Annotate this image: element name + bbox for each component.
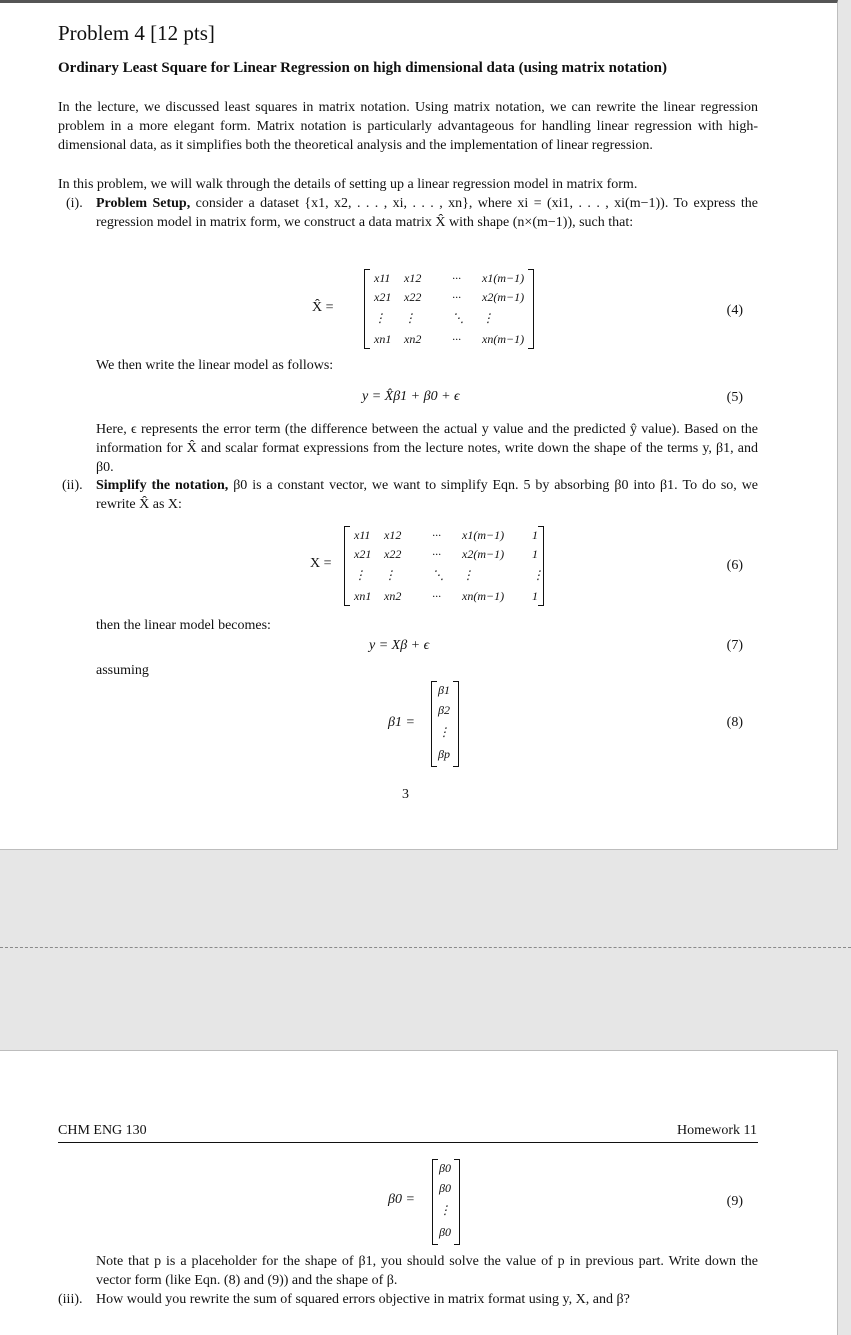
matrix-cell: ··· xyxy=(432,528,441,542)
vector-beta1 xyxy=(431,681,459,767)
part-ii-label: (ii). xyxy=(62,478,83,493)
vector-entry: β0 xyxy=(439,1161,451,1175)
matrix-cell: x22 xyxy=(404,290,422,304)
vector-entry: ⋮ xyxy=(438,725,450,739)
eq4-number: (4) xyxy=(726,303,743,318)
matrix-x xyxy=(344,526,544,606)
matrix-cell: xn2 xyxy=(404,332,422,346)
problem-subtitle: Ordinary Least Square for Linear Regression on high dimensional data (using matrix notation) xyxy=(58,60,667,76)
part-i-label: (i). xyxy=(66,196,83,211)
left-bracket xyxy=(364,269,370,349)
matrix-cell: xn1 xyxy=(354,589,372,603)
matrix-cell: x2(m−1) xyxy=(482,290,525,304)
matrix-cell: ··· xyxy=(452,332,461,346)
matrix-cell: 1 xyxy=(532,547,538,561)
matrix-cell: x2(m−1) xyxy=(462,547,505,561)
matrix-cell: ⋮ xyxy=(374,311,386,325)
eq8-lhs: β1 = xyxy=(388,715,415,730)
page-break-divider xyxy=(0,947,851,948)
matrix-cell: xn2 xyxy=(384,589,402,603)
vector-entry: β0 xyxy=(439,1181,451,1195)
right-bracket xyxy=(538,526,544,606)
matrix-cell: ⋮ xyxy=(354,568,366,582)
matrix-cell: ··· xyxy=(452,290,461,304)
left-bracket xyxy=(432,1159,438,1245)
matrix-cell: 1 xyxy=(532,528,538,542)
matrix-cell: ⋮ xyxy=(532,568,544,582)
part-i-heading: Problem Setup, xyxy=(96,196,191,211)
header-homework: Homework 11 xyxy=(677,1123,757,1138)
eq7-number: (7) xyxy=(726,638,743,653)
matrix-cell: ⋮ xyxy=(462,568,474,582)
header-rule xyxy=(58,1142,758,1143)
eq6-number: (6) xyxy=(726,558,743,573)
matrix-cell: ⋱ xyxy=(432,568,444,582)
vector-entry: ⋮ xyxy=(439,1203,451,1217)
eq7-expression: y = Xβ + ϵ xyxy=(369,638,430,653)
then-text: then the linear model becomes: xyxy=(96,618,271,633)
left-bracket xyxy=(344,526,350,606)
matrix-cell: 1 xyxy=(532,589,538,603)
matrix-cell: x12 xyxy=(384,528,402,542)
matrix-cell: ··· xyxy=(452,271,461,285)
eq5-expression: y = X̂β1 + β0 + ϵ xyxy=(362,389,460,404)
part-i-paragraph xyxy=(96,194,758,232)
vector-entry: β2 xyxy=(438,703,450,717)
right-bracket xyxy=(528,269,534,349)
right-bracket xyxy=(453,681,459,767)
eq8-number: (8) xyxy=(726,715,743,730)
part-ii-paragraph xyxy=(96,476,758,514)
matrix-cell: x22 xyxy=(384,547,402,561)
vector-entry: βp xyxy=(438,747,450,761)
note-paragraph: Note that p is a placeholder for the shape of β1, you should solve the value of p in previous part. Write down the vector form (like Eqn. (8) and (9)) and the shape of β. xyxy=(96,1254,758,1288)
vector-entry: β1 xyxy=(438,683,450,697)
here-paragraph: Here, ϵ represents the error term (the difference between the actual y value and the predicted ŷ value). Based on the information for X̂ and scalar format expressions from the lecture notes, write down the shape of the terms y, β1, and β0. xyxy=(96,422,758,475)
matrix-cell: x21 xyxy=(354,547,372,561)
matrix-cell: ⋮ xyxy=(404,311,416,325)
matrix-cell: xn1 xyxy=(374,332,392,346)
matrix-cell: xn(m−1) xyxy=(462,589,505,603)
vector-beta0 xyxy=(432,1159,460,1245)
page-2 xyxy=(0,1050,838,1335)
part-ii-heading: Simplify the notation, xyxy=(96,478,229,493)
matrix-cell: x11 xyxy=(374,271,391,285)
left-bracket xyxy=(431,681,437,767)
part-ii-text: β0 is a constant vector, we want to simplify Eqn. 5 by absorbing β0 into β1. To do so, we rewrite X̂ as X: xyxy=(96,478,759,512)
intro-paragraph: In the lecture, we discussed least squares in matrix notation. Using matrix notation, we can rewrite the linear regression problem in a more elegant form. Matrix notation is particularly advantageous for handling linear regression with high-dimensional data, as it simplifies both the theoretical analysis and the implementation of linear regression. xyxy=(58,100,758,153)
assuming-text: assuming xyxy=(96,663,149,678)
part-iii-label: (iii). xyxy=(58,1292,83,1307)
walkthrough-sentence: In this problem, we will walk through the details of setting up a linear regression model in matrix form. xyxy=(58,177,638,192)
matrix-cell: x11 xyxy=(354,528,371,542)
matrix-cell: ⋮ xyxy=(482,311,494,325)
matrix-cell: ··· xyxy=(432,589,441,603)
header-course: CHM ENG 130 xyxy=(58,1123,147,1138)
matrix-cell: x21 xyxy=(374,290,392,304)
matrix-cell: x12 xyxy=(404,271,422,285)
eq5-number: (5) xyxy=(726,390,743,405)
eq6-lhs: X = xyxy=(310,556,332,571)
part-i-text: consider a dataset {x1, x2, . . . , xi, . . . , xn}, where xi = (xi1, . . . , xi(m−1)). To express the regression model in matrix form, we construct a data matrix X̂ with shape (n×(m−1)), such that: xyxy=(96,196,758,230)
matrix-cell: ⋮ xyxy=(384,568,396,582)
vector-entry: β0 xyxy=(439,1225,451,1239)
problem-title: Problem 4 [12 pts] xyxy=(58,21,215,45)
matrix-x-hat xyxy=(364,269,534,349)
eq9-lhs: β0 = xyxy=(388,1192,415,1207)
page-number: 3 xyxy=(402,787,409,802)
matrix-cell: x1(m−1) xyxy=(482,271,525,285)
matrix-cell: xn(m−1) xyxy=(482,332,525,346)
part-iii-paragraph: How would you rewrite the sum of squared errors objective in matrix format using y, X, and β? xyxy=(96,1292,630,1307)
matrix-cell: ⋱ xyxy=(452,311,464,325)
eq9-number: (9) xyxy=(726,1194,743,1209)
matrix-cell: ··· xyxy=(432,547,441,561)
matrix-cell: x1(m−1) xyxy=(462,528,505,542)
linear-model-intro: We then write the linear model as follows: xyxy=(96,358,334,373)
right-bracket xyxy=(454,1159,460,1245)
eq4-lhs: X̂ = xyxy=(312,300,334,315)
